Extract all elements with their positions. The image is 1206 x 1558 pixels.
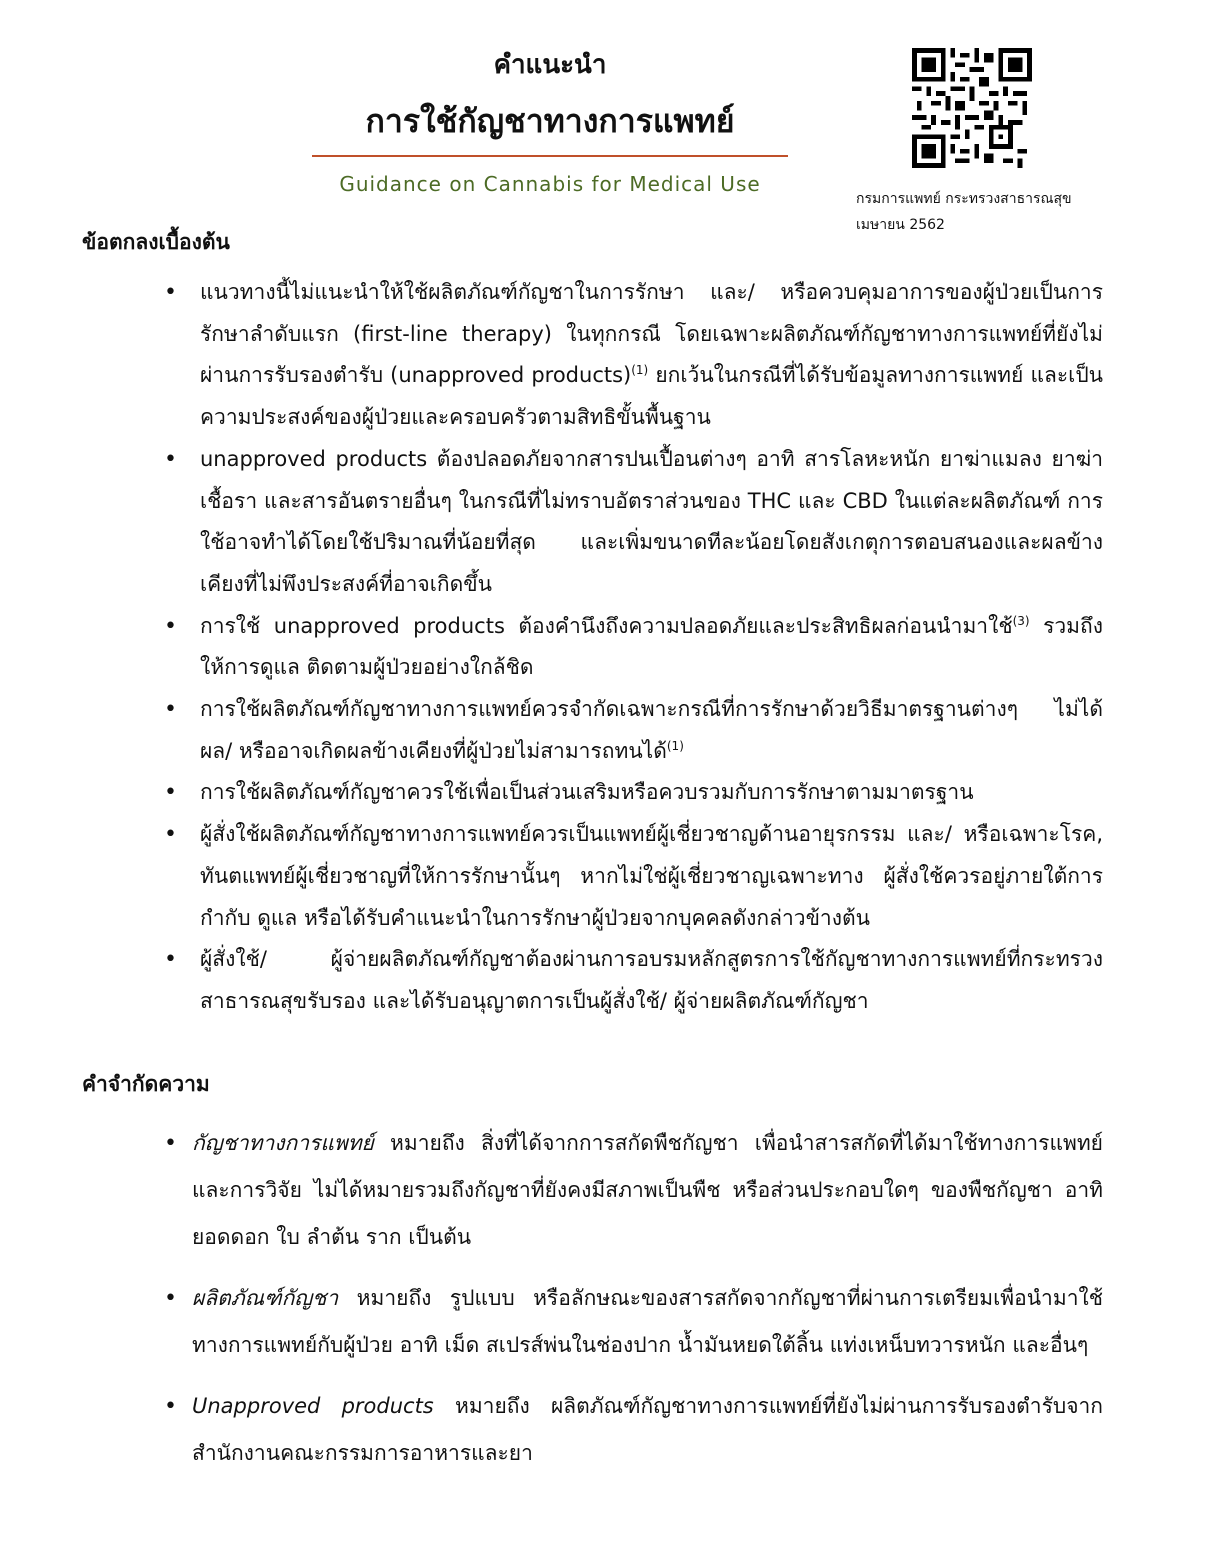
definition-term: ผลิตภัณฑ์กัญชา xyxy=(192,1286,339,1310)
bullet-icon: • xyxy=(164,822,177,848)
bullet-icon: • xyxy=(164,1131,177,1156)
list-item xyxy=(0,272,1206,439)
list-item-text: ผู้สั่งใช้ผลิตภัณฑ์กัญชาทางการแพทย์ควรเป็นแพทย์ผู้เชี่ยวชาญด้านอายุรกรรม และ/ หรือเฉพาะโรค, ทันตแพทย์ผู้เชี่ยวชาญที่ให้การรักษานั้นๆ หากไม่ใช่ผู้เชี่ยวชาญเฉพาะทาง ผู้สั่งใช้ควรอยู่ภายใต้การกำกับ ดูแล หรือได้รับคำแนะนำในการรักษาผู้ป่วยจากบุคคลดังกล่าวข้างต้น xyxy=(200,822,1103,930)
list-item xyxy=(0,772,1206,814)
list-item-text: ผู้สั่งใช้/ ผู้จ่ายผลิตภัณฑ์กัญชาต้องผ่านการอบรมหลักสูตรการใช้กัญชาทางการแพทย์ที่กระทรวงสาธารณสุขรับรอง และได้รับอนุญาตการเป็นผู้สั่งใช้/ ผู้จ่ายผลิตภัณฑ์กัญชา xyxy=(200,947,1103,1013)
bullet-icon: • xyxy=(164,1286,177,1311)
list-item-text: การใช้ผลิตภัณฑ์กัญชาควรใช้เพื่อเป็นส่วนเสริมหรือควบรวมกับการรักษาตามมาตรฐาน xyxy=(200,780,974,805)
definition-term: กัญชาทางการแพทย์ xyxy=(192,1131,374,1155)
preliminary-list xyxy=(0,272,1206,1023)
definition-item xyxy=(0,1383,1206,1477)
page-subtitle: Guidance on Cannabis for Medical Use xyxy=(339,172,761,196)
bullet-icon: • xyxy=(164,697,177,723)
list-item xyxy=(0,689,1206,772)
definition-text: หมายถึง สิ่งที่ได้จากการสกัดพืชกัญชา เพื่อนำสารสกัดที่ได้มาใช้ทางการแพทย์และการวิจัย ไม่ได้หมายรวมถึงกัญชาที่ยังคงมีสภาพเป็นพืช หรือส่วนประกอบใดๆ ของพืชกัญชา อาทิ ยอดดอก ใบ ลำต้น ราก เป็นต้น xyxy=(192,1131,1103,1249)
list-item-text: แนวทางนี้ไม่แนะนำให้ใช้ผลิตภัณฑ์กัญชาในการรักษา และ/ หรือควบคุมอาการของผู้ป่วยเป็นการรักษาลำดับแรก (first-line therapy) ในทุกกรณี โดยเฉพาะผลิตภัณฑ์กัญชาทางการแพทย์ที่ยังไม่ผ่านการรับรองตำรับ (unapproved products) xyxy=(200,280,1103,388)
reference-marker: (3) xyxy=(1012,613,1030,628)
header-title-small: คำแนะนำ xyxy=(493,50,607,80)
list-item-text: การใช้ unapproved products ต้องคำนึงถึงความปลอดภัยและประสิทธิผลก่อนนำมาใช้ xyxy=(200,613,1013,638)
publisher-info xyxy=(856,186,1072,238)
list-item-text-continued: รวมถึงให้การดูแล ติดตามผู้ป่วยอย่างใกล้ชิด xyxy=(200,613,1103,680)
section-heading-definitions: คำจำกัดความ xyxy=(82,1072,210,1096)
list-item-text-continued: ยกเว้นในกรณีที่ได้รับข้อมูลทางการแพทย์ และเป็นความประสงค์ของผู้ป่วยและครอบครัวตามสิทธิขั้นพื้นฐาน xyxy=(200,363,1103,430)
bullet-icon: • xyxy=(164,446,177,472)
section-heading-preliminary: ข้อตกลงเบื้องต้น xyxy=(82,230,230,254)
definition-term: Unapproved products xyxy=(192,1394,434,1418)
list-item-text: การใช้ผลิตภัณฑ์กัญชาทางการแพทย์ควรจำกัดเฉพาะกรณีที่การรักษาด้วยวิธีมาตรฐานต่างๆ ไม่ได้ผล/ หรืออาจเกิดผลข้างเคียงที่ผู้ป่วยไม่สามารถทนได้ xyxy=(200,697,1103,763)
bullet-icon: • xyxy=(164,613,177,639)
header-divider xyxy=(312,155,788,157)
list-item-text: unapproved products ต้องปลอดภัยจากสารปนเปื้อนต่างๆ อาทิ สารโลหะหนัก ยาฆ่าแมลง ยาฆ่าเชื้อรา และสารอันตรายอื่นๆ ในกรณีที่ไม่ทราบอัตราส่วนของ THC และ CBD ในแต่ละผลิตภัณฑ์ การใช้อาจทำได้โดยใช้ปริมาณที่น้อยที่สุด และเพิ่มขนาดทีละน้อยโดยสังเกตุการตอบสนองและผลข้างเคียงที่ไม่พึงประสงค์ที่อาจเกิดขึ้น xyxy=(200,446,1103,596)
list-item xyxy=(0,606,1206,689)
definition-text: หมายถึง รูปแบบ หรือลักษณะของสารสกัดจากกัญชาที่ผ่านการเตรียมเพื่อนำมาใช้ทางการแพทย์กับผู้ป่วย อาทิ เม็ด สเปรส์พ่นในช่องปาก น้ำมันหยดใต้ลิ้น แท่งเหน็บทวารหนัก และอื่นๆ xyxy=(192,1286,1103,1357)
bullet-icon: • xyxy=(164,1394,177,1419)
list-item xyxy=(0,939,1206,1022)
qr-code-icon xyxy=(912,48,1032,168)
list-item xyxy=(0,814,1206,939)
bullet-icon: • xyxy=(164,947,177,973)
list-item xyxy=(0,439,1206,606)
bullet-icon: • xyxy=(164,280,177,305)
publish-date: เมษายน 2562 xyxy=(856,217,945,233)
definition-item xyxy=(0,1120,1206,1261)
bullet-icon: • xyxy=(164,780,177,806)
page-title: การใช้กัญชาทางการแพทย์ xyxy=(365,102,735,140)
definition-text: หมายถึง ผลิตภัณฑ์กัญชาทางการแพทย์ที่ยังไม่ผ่านการรับรองตำรับจากสำนักงานคณะกรรมการอาหารและยา xyxy=(192,1394,1104,1465)
definition-item xyxy=(0,1275,1206,1369)
definitions-list xyxy=(0,1120,1206,1491)
reference-marker: (1) xyxy=(666,738,684,753)
department-name: กรมการแพทย์ กระทรวงสาธารณสุข xyxy=(856,191,1072,207)
reference-marker: (1) xyxy=(631,363,649,378)
